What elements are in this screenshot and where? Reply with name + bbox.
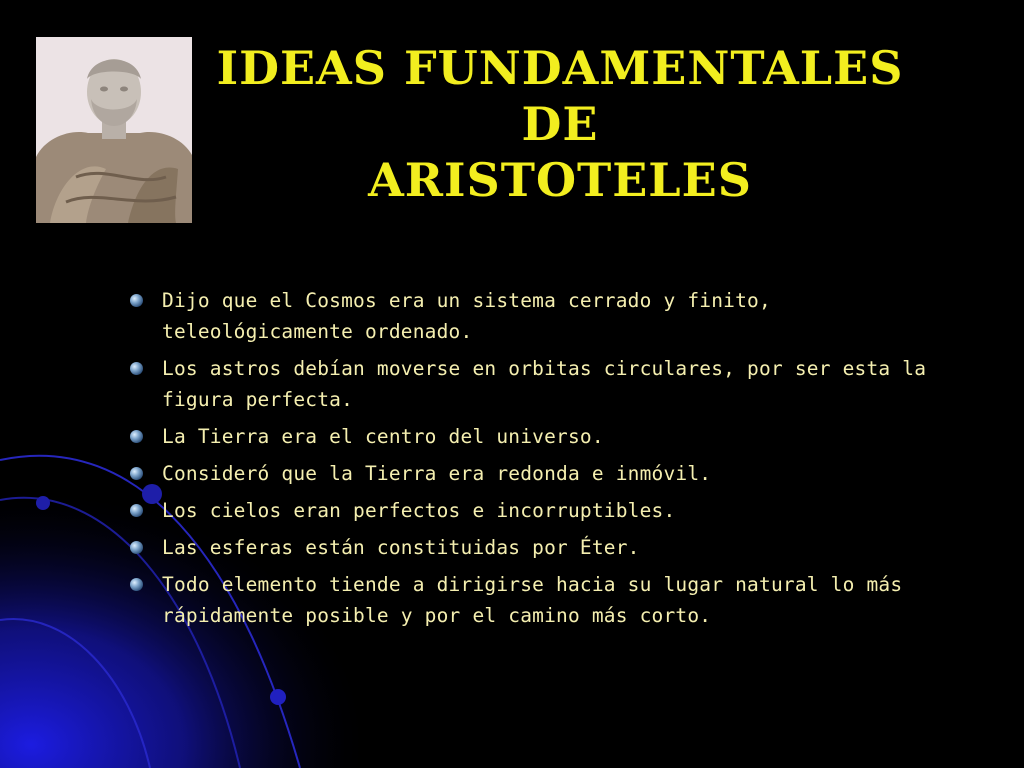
bullet-sphere-icon [130,504,143,517]
title-line-2: ARISTOTELES [368,153,752,207]
bullet-sphere-icon [130,578,143,591]
bullet-sphere-icon [130,467,143,480]
bullet-sphere-icon [130,430,143,443]
bullet-item [128,532,968,563]
bullet-text: Todo elemento tiende a dirigirse hacia su lugar natural lo más rápidamente posible y por el camino más corto. [162,573,903,627]
bullet-text: Consideró que la Tierra era redonda e inmóvil. [162,462,712,485]
aristotle-portrait [36,37,192,223]
bullet-item [128,285,968,347]
bullet-item [128,495,968,526]
bullet-text: Los cielos eran perfectos e incorruptibles. [162,499,676,522]
bullet-text: La Tierra era el centro del universo. [162,425,604,448]
bullet-sphere-icon [130,362,143,375]
bullet-text: Los astros debían moverse en orbitas circulares, por ser esta la figura perfecta. [162,357,927,411]
bullet-text: Dijo que el Cosmos era un sistema cerrado y finito, teleológicamente ordenado. [162,289,771,343]
bullet-sphere-icon [130,294,143,307]
bullet-sphere-icon [130,541,143,554]
bullet-item [128,569,968,631]
bullet-item [128,458,968,489]
bullet-item [128,353,968,415]
title-line-1: IDEAS FUNDAMENTALES DE [216,41,904,151]
slide-title [200,40,920,208]
bullet-text: Las esferas están constituidas por Éter. [162,536,640,559]
bullet-item [128,421,968,452]
bullet-list [128,285,968,637]
